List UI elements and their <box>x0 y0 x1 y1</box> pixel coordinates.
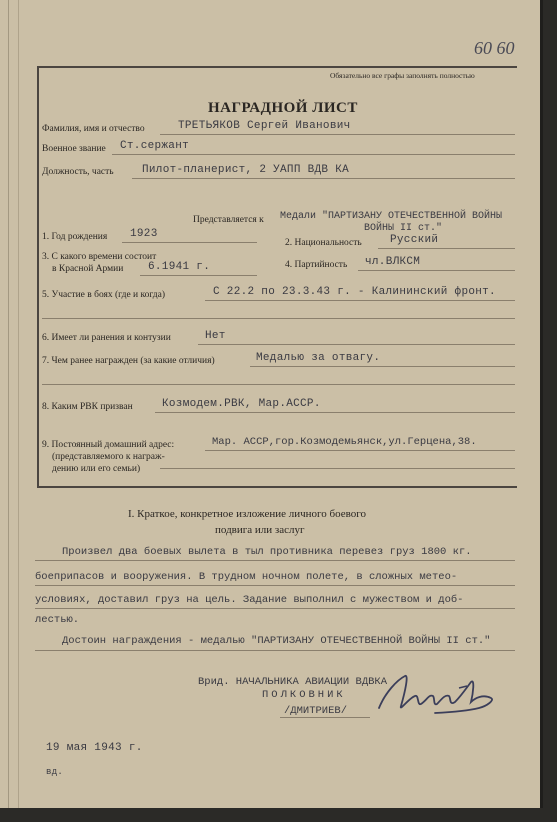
section-text-line-5: Достоин награждения - медалью "ПАРТИЗАНУ ОТЕЧЕСТВЕННОЙ ВОЙНЫ II ст." <box>62 635 491 647</box>
nationality-label: 2. Национальность <box>285 238 362 248</box>
birth-label: 1. Год рождения <box>42 232 108 242</box>
army-label-2: в Красной Армии <box>52 264 124 274</box>
signatory-title: Врид. НАЧАЛЬНИКА АВИАЦИИ ВДВКА <box>198 676 388 688</box>
birth-value: 1923 <box>130 228 158 240</box>
section-text-line-2: боеприпасов и вооружения. В трудном ночном полете, в сложных метео- <box>35 571 458 583</box>
rank-label: Военное звание <box>42 144 106 154</box>
page-number: 60 60 <box>474 38 515 58</box>
top-border <box>37 66 517 68</box>
nationality-value: Русский <box>390 234 439 246</box>
name-value: ТРЕТЬЯКОВ Сергей Иванович <box>178 120 351 132</box>
page-fold-line-2 <box>18 0 19 808</box>
position-value: Пилот-планерист, 2 УАПП ВДВ КА <box>142 164 350 176</box>
signatory-rank: ПОЛКОВНИК <box>262 689 346 701</box>
party-value: чл.ВЛКСМ <box>365 256 421 268</box>
battles-rule <box>205 300 515 301</box>
wounds-value: Нет <box>205 330 226 342</box>
signatory-name: /ДМИТРИЕВ/ <box>284 705 348 717</box>
address-rule-2 <box>160 468 515 469</box>
awards-label: 7. Чем ранее награжден (за какие отличия) <box>42 356 215 366</box>
section-heading-1: I. Краткое, конкретное изложение личного боевого <box>128 508 367 520</box>
army-label-1: 3. С какого времени состоит <box>42 252 157 262</box>
name-rule <box>160 134 515 135</box>
signature-rule <box>280 717 370 718</box>
section-text-line-3: условиях, доставил груз на цель. Задание выполнил с мужеством и доб- <box>35 594 464 606</box>
birth-rule <box>122 242 257 243</box>
address-label-3: дению или его семьи) <box>52 464 141 474</box>
instruction-note: Обязательно все графы заполнять полностью <box>330 71 475 80</box>
army-value: 6.1941 г. <box>148 261 211 273</box>
position-label: Должность, часть <box>42 167 114 177</box>
army-rule <box>140 275 257 276</box>
nationality-rule <box>378 248 515 249</box>
wounds-label: 6. Имеет ли ранения и контузии <box>42 333 171 343</box>
section-text-line-4: лестью. <box>35 614 80 626</box>
awards-rule <box>250 366 515 367</box>
awards-rule-2 <box>42 384 515 385</box>
rank-value: Ст.сержант <box>120 140 190 152</box>
battles-rule-2 <box>42 318 515 319</box>
section-heading-2: подвига или заслуг <box>215 524 305 536</box>
left-border <box>37 68 39 486</box>
party-label: 4. Партийность <box>285 260 348 270</box>
presented-value-2: ВОЙНЫ II ст." <box>364 223 443 234</box>
typist-initials: вд. <box>46 767 64 777</box>
section-border <box>37 486 517 488</box>
presented-label: Представляется к <box>193 215 264 225</box>
awards-value: Медалью за отвагу. <box>256 352 381 364</box>
rvk-value: Козмодем.РВК, Мар.АССР. <box>162 398 321 410</box>
text-rule-2 <box>35 585 515 586</box>
address-label-1: 9. Постоянный домашний адрес: <box>42 440 175 450</box>
rank-rule <box>112 154 515 155</box>
rvk-label: 8. Каким РВК призван <box>42 402 133 412</box>
party-rule <box>358 270 515 271</box>
name-label: Фамилия, имя и отчество <box>42 124 145 134</box>
rvk-rule <box>155 412 515 413</box>
handwritten-signature-icon <box>375 668 505 723</box>
presented-value-1: Медали "ПАРТИЗАНУ ОТЕЧЕСТВЕННОЙ ВОЙНЫ <box>280 211 503 222</box>
address-value: Мар. АССР,гор.Козмодемьянск,ул.Герцена,38. <box>212 436 477 448</box>
wounds-rule <box>198 344 515 345</box>
section-text-line-1: Произвел два боевых вылета в тыл противника перевез груз 1800 кг. <box>62 546 472 558</box>
page-fold-line <box>8 0 9 808</box>
position-rule <box>132 178 515 179</box>
battles-label: 5. Участие в боях (где и когда) <box>42 290 166 300</box>
document-title: НАГРАДНОЙ ЛИСТ <box>208 100 358 116</box>
text-rule-4 <box>35 650 515 651</box>
battles-value: С 22.2 по 23.3.43 г. - Калининский фронт. <box>213 286 496 298</box>
text-rule-3 <box>35 608 515 609</box>
document-date: 19 мая 1943 г. <box>46 742 143 754</box>
address-label-2: (представляемого к награж- <box>52 452 165 462</box>
text-rule-1 <box>35 560 515 561</box>
address-rule <box>205 450 515 451</box>
